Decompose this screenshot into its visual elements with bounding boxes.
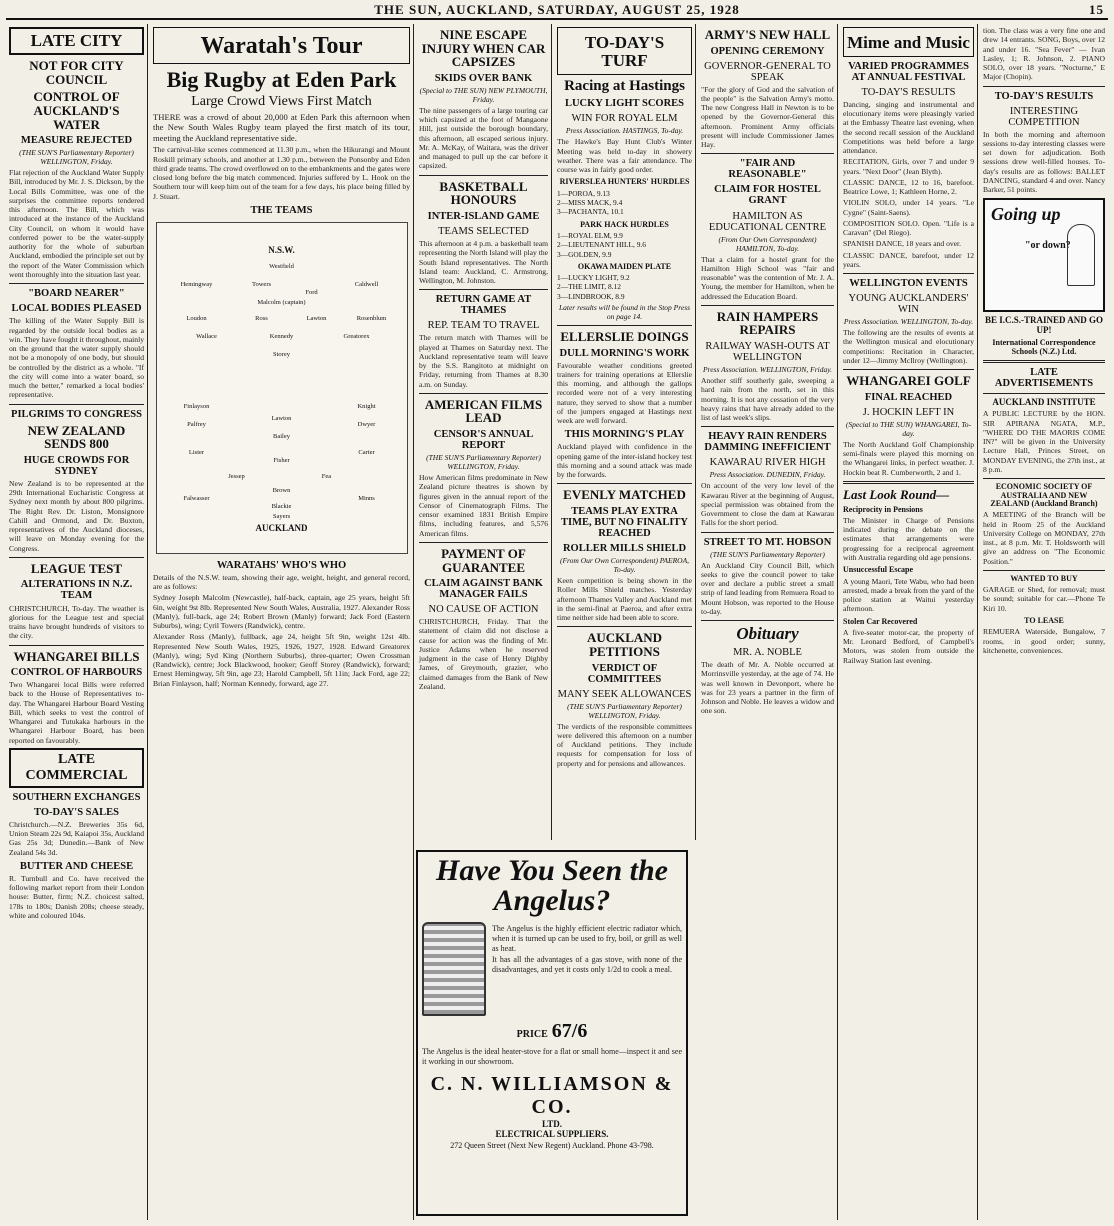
- subheadline: NO CAUSE OF ACTION: [428, 604, 539, 616]
- ad-body: The Angelus is the ideal heater-stove for a flat or small home—inspect it and see it working in our showroom.: [422, 1047, 682, 1066]
- player-position: Malcolm (captain): [257, 298, 306, 306]
- subheadline: LUCKY LIGHT SCORES: [564, 98, 685, 110]
- player-position: Loudon: [186, 314, 207, 322]
- result-item: CLASSIC DANCE, 12 to 16, barefoot. Beatrice Lowe, 1; Kathleen Horne, 2.: [843, 177, 974, 197]
- article-body: A five-seater motor-car, the property of Mr. Leonard Bedford, of Campbell's Motors, was stolen from outside the Railway Station last evening.: [843, 627, 974, 665]
- credit-line: (From Our Own Correspondent) PAEROA, To-day.: [559, 556, 690, 575]
- article-body: That a claim for a hostel grant for the Hamilton High School was "fair and reasonable" was the contention of Mr. J. A. Young, the member for Hamilton, when he addressed the Education Board.: [701, 254, 834, 301]
- player-position: Fisher: [273, 456, 290, 464]
- race-name: RIVERSLEA HUNTERS' HURDLES: [559, 177, 690, 187]
- player-position: Westfield: [269, 262, 294, 270]
- article-body: Auckland played with confidence in the opening game of the inter-island hockey test this morning and a sound attack was made by the forwards.: [557, 442, 692, 480]
- headline: SOUTHERN EXCHANGES: [12, 791, 141, 803]
- player-position: Towers: [251, 280, 272, 288]
- headline: EVENLY MATCHED: [563, 487, 686, 503]
- article-body: CHRISTCHURCH, Friday. That the statement of claim did not disclose a cause for action was the finding of Mr. Justice Adams when he reserved judgment in the case of Henry Dighby James, of Greymouth, grazier, who claimed damages from the Bank of New Zealand.: [419, 617, 548, 691]
- headline: AMERICAN FILMS LEAD: [424, 396, 543, 426]
- subheadline: OPENING CEREMONY: [710, 45, 825, 57]
- race-result: 2—MISS MACK, 9.4: [557, 198, 623, 208]
- player-position: Dwyer: [357, 420, 376, 428]
- subheadline: SKIDS OVER BANK: [434, 72, 533, 84]
- result-item: SPANISH DANCE, 18 years and over.: [843, 239, 962, 249]
- subheadline: VERDICT OF COMMITTEES: [587, 662, 662, 685]
- column-1: [6, 24, 148, 1220]
- race-result: 2—THE LIMIT, 8.12: [557, 282, 621, 292]
- article-body: An Auckland City Council Bill, which seeks to give the council power to take over and declare a public street a small strip of land leading from Remuera Road to Mount Hobson, was reported to the House to-day.: [701, 560, 834, 616]
- credit-line: (THE SUN'S Parliamentary Reporter) WELLINGTON, Friday.: [19, 148, 134, 167]
- ad-body: It has all the advantages of a gas stove, with none of the disadvantages, and yet it costs only 1/2d to cook a meal.: [492, 955, 682, 974]
- late-commercial-banner: LATE COMMERCIAL: [9, 748, 144, 788]
- team-name: AUCKLAND: [255, 522, 308, 533]
- player-position: Jessep: [228, 472, 245, 480]
- page-number: 15: [1089, 2, 1104, 17]
- subheadline: J. HOCKIN LEFT IN: [862, 406, 955, 418]
- classified-heading: WANTED TO BUY: [1010, 573, 1078, 583]
- player-position: Lawton: [271, 414, 292, 422]
- article-body: Alexander Ross (Manly), fullback, age 24, height 5ft 9in, weight 12st 4lb. Represented New South Wales, 1925, 1926, 1927, 1928. Edward Greatorex (Manly), wing; Syd King (Northern Suburbs), three-quarter; Owen Crossman (Randwick), centre; Jock Blackwood, hooker; Geoff Storey (Randwick), forward; Ernest Hemingway, 5ft 9in, age 23; Harold Campbell, 5ft 11in; Jack Ford, age 22; Brian Finlayson, half; Norman Kennedy, forward, age 27.: [153, 632, 410, 688]
- credit-line: (THE SUN'S Parliamentary Reporter) WELLINGTON, Friday.: [426, 453, 541, 472]
- player-position: Falwasser: [183, 494, 210, 502]
- player-position: Palfrey: [187, 420, 206, 428]
- subheadline: Reciprocity in Pensions: [843, 504, 923, 514]
- player-position: Kennedy: [269, 332, 294, 340]
- notice-title: ECONOMIC SOCIETY OF AUSTRALIA AND NEW ZEALAND (Auckland Branch): [990, 482, 1098, 508]
- article-body: New Zealand is to be represented at the 29th International Eucharistic Congress at Sydney next month by about 800 pilgrims. The Right Rev. Dr. Liston, Monsignore Cahill and Ormond, and Dr. Buxton, representatives of the Auckland dioceses, will leave on Monday evening for the Congress.: [9, 478, 144, 553]
- player-position: Minns: [358, 494, 375, 502]
- article-body: tion. The class was a very fine one and drew 14 entrants. SONG, Boys, over 12 and under 16. "Sea Fever" — Ivan Lasley, 1; R. Johnson, 2. PIANO SOLO, over 18 years. "Nocturne," E Major (Chopin).: [983, 26, 1105, 82]
- credit-line: Press Association. WELLINGTON, To-day.: [843, 317, 974, 327]
- result-item: RECITATION, Girls, over 7 and under 9 years. "Next Door" (Jean Blyth).: [843, 157, 974, 176]
- headline: Racing at Hastings: [564, 77, 685, 94]
- player-position: Lister: [188, 448, 205, 456]
- headline: BUTTER AND CHEESE: [19, 860, 134, 872]
- column-5: [698, 24, 838, 1220]
- credit-line: Press Association. WELLINGTON, Friday.: [702, 365, 833, 375]
- headline: Waratah's Tour: [200, 33, 363, 59]
- ad-headline: Have You Seen the Angelus?: [436, 854, 668, 917]
- headline: BASKETBALL HONOURS: [439, 178, 528, 208]
- article-body: The killing of the Water Supply Bill is regarded by the outside local bodies as a win. They have fought it throughout, mainly on the ground that the water supply should not be a monopoly of one body, but should be controlled by the district as a whole. "If the city will come into a water board, so much the better," remarked a local bodies' representative.: [9, 316, 144, 400]
- headline: PAYMENT OF GUARANTEE: [441, 545, 526, 575]
- article-body: Two Whangarei local Bills were referred back to the House of Representatives to-day. The Whangarei Harbour Board Vesting Bill, which seeks to vest the control of Whangarei and Tutukaka harbours in the Whangarei Harbour Board, has been reported on favourably.: [9, 680, 144, 745]
- ad-headline: Going up: [991, 204, 1061, 225]
- headline: NEW ZEALAND SENDS 800: [27, 422, 126, 452]
- race-result: 3—GOLDEN, 9.9: [557, 249, 612, 259]
- article-body: CHRISTCHURCH, To-day. The weather is glorious for the League test and special trains have brought hundreds of visitors to the city.: [9, 603, 144, 641]
- subheadline: TEAMS SELECTED: [438, 225, 529, 237]
- article-lead: THERE was a crowd of about 20,000 at Eden Park this afternoon when the New South Wales Rugby team played the first match of its tour, meeting the Auckland representative side.: [153, 111, 410, 143]
- article-body: Christchurch.—N.Z. Breweries 35s 6d, Union Steam 22s 9d, Kaiapoi 35s, Auckland Gas 25s 3d; Dunedin.—Bank of New Zealand 54s 3d.: [9, 819, 144, 857]
- player-position: Hemingway: [180, 280, 213, 288]
- subheadline: INTER-ISLAND GAME: [427, 210, 540, 222]
- masthead: [6, 2, 1108, 20]
- subheadline: THIS MORNING'S PLAY: [564, 429, 685, 441]
- team-field-diagram: [156, 222, 408, 554]
- race-result: 1—ROYAL ELM, 9.9: [557, 231, 623, 240]
- section-heading: LATE ADVERTISEMENTS: [994, 366, 1094, 389]
- headline: LEAGUE TEST: [30, 560, 123, 576]
- subheadline: ALTERATIONS IN N.Z. TEAM: [20, 579, 133, 602]
- heater-illustration: [422, 922, 486, 1016]
- section-heading: THE TEAMS: [250, 204, 313, 216]
- headline: RAIN HAMPERS REPAIRS: [716, 308, 819, 338]
- headline: WELLINGTON EVENTS: [849, 278, 968, 290]
- result-item: CLASSIC DANCE, barefoot, under 12 years.: [843, 250, 974, 269]
- player-position: Fea: [321, 472, 332, 480]
- masthead-title: THE SUN, AUCKLAND, SATURDAY, AUGUST 25, 1928: [374, 2, 740, 17]
- classified-body: GARAGE or Shed, for removal; must be sound; suitable for car.—Phone Te Kiri 10.: [983, 585, 1105, 613]
- article-body: The verdicts of the responsible committees were delivered this afternoon on a number of Auckland petitions. They include requests for compensation for loss of property and for pensions and allowances.: [557, 721, 692, 768]
- race-name: OKAWA MAIDEN PLATE: [577, 261, 672, 271]
- player-position: Carter: [358, 448, 375, 456]
- headline: NINE ESCAPE INJURY WHEN CAR CAPSIZES: [421, 27, 546, 70]
- classified-heading: TO LEASE: [1024, 615, 1064, 625]
- subheadline: DULL MORNING'S WORK: [559, 347, 690, 359]
- headline: TO-DAY'S RESULTS: [994, 90, 1094, 102]
- subheadline: YOUNG AUCKLANDERS' WIN: [848, 293, 969, 316]
- headline: Last Look Round—: [843, 486, 950, 502]
- credit-line: Press Association. HASTINGS, To-day.: [565, 126, 684, 136]
- credit-line: (From Our Own Correspondent) HAMILTON, To-day.: [718, 234, 817, 253]
- player-position: Sayers: [272, 512, 291, 520]
- subheadline: TO-DAY'S RESULTS: [861, 86, 956, 98]
- column-7: [980, 24, 1108, 1220]
- subheadline: CONTROL OF HARBOURS: [10, 667, 143, 679]
- player-position: Ross: [255, 314, 268, 322]
- ics-advertisement: [983, 198, 1105, 312]
- article-body: Favourable weather conditions greeted trainers for training operations at Ellerslie this morning, and although the gallops recorded were not of a very interesting nature, they served to show that a number of the jumpers engaged at Hastings next week are well forward.: [557, 360, 692, 426]
- headline: "FAIR AND REASONABLE": [728, 158, 807, 181]
- angelus-advertisement: [416, 850, 688, 1216]
- credit-line: (Special to THE SUN) NEW PLYMOUTH, Friday.: [419, 85, 548, 104]
- race-result: 3—LINDBROOK, 8.9: [557, 291, 625, 301]
- race-result: 3—PACHANTA, 10.1: [557, 207, 624, 217]
- race-result: 1—LUCKY LIGHT, 9.2: [557, 273, 630, 283]
- ad-firm: International Correspondence Schools (N.Z.) Ltd.: [992, 338, 1096, 356]
- headline: "BOARD NEARER": [28, 288, 125, 300]
- ad-body: The Angelus is the highly efficient electric radiator which, when it is turned up can be used to fry, boil, or grill as well as heat.: [492, 924, 682, 953]
- player-position: Caldwell: [354, 280, 379, 288]
- ad-firm-sub: ELECTRICAL SUPPLIERS.: [495, 1128, 609, 1139]
- team-name: N.S.W.: [268, 244, 295, 255]
- article-body: "For the glory of God and the salvation of the people" is the Salvation Army's motto. The new Congress Hall in Newton is to be opened by the Governor-General this afternoon. Prominent Army officials present will include Commissioner James Hay.: [701, 84, 834, 150]
- figure-illustration: [1067, 224, 1095, 286]
- credit-line: (THE SUN'S Parliamentary Reporter): [710, 549, 825, 559]
- result-item: COMPOSITION SOLO. Open. "Life is a Caravan" (Del Riego).: [843, 218, 974, 238]
- subheadline: TO-DAY'S SALES: [34, 806, 119, 818]
- price: 67/6: [551, 1020, 588, 1042]
- subheadline: VARIED PROGRAMMES AT ANNUAL FESTIVAL: [848, 60, 969, 83]
- headline: Obituary: [736, 624, 799, 644]
- player-position: Rosenblum: [356, 314, 387, 322]
- ad-slogan: BE I.C.S.-TRAINED AND GO UP!: [984, 315, 1104, 335]
- article-body: The North Auckland Golf Championship semi-finals were played this morning on the Whangarei links, in perfect weather. J. Hockin beat R. Cumberworth, 2 and 1.: [843, 439, 974, 477]
- subheadline: MANY SEEK ALLOWANCES: [557, 688, 692, 700]
- article-body: The following are the results of events at the Wellington musical and elocutionary competitions: Recitation in Character, under 12—Jimmy McIlroy (Wellington).: [843, 328, 974, 365]
- column-3: [416, 24, 552, 840]
- notice-body: A MEETING of the Branch will be held in Room 25 of the Auckland University College on MONDAY, 27th inst., at 8 p.m. Mr. T. Holdsworth will give an address on "The Economic Position.": [983, 510, 1105, 566]
- ad-address: 272 Queen Street (Next New Regent) Auckland. Phone 43-798.: [450, 1140, 654, 1150]
- article-body: The death of Mr. A. Noble occurred at Morrinsville yesterday, at the age of 74. He was well known in Devonport, where he was for 23 years a partner in the firm of Johnson and Noble. He leaves a widow and one son.: [701, 660, 834, 716]
- race-name: PARK HACK HURDLES: [580, 219, 669, 229]
- race-result: 1—POROA, 9.13: [557, 188, 610, 198]
- column-6: [840, 24, 978, 1220]
- article-body: In both the morning and afternoon sessions to-day interesting classes were set down for adjudication. Both sessions drew well-filled houses. To-day's results are as follows: BALLET DANCING, standard 4 and over. Nancy Barker, 51 points.: [983, 129, 1105, 195]
- player-position: Knight: [357, 402, 376, 410]
- headline: Mime and Music: [847, 33, 970, 52]
- player-position: Ford: [305, 288, 318, 296]
- subheadline: KAWARAU RIVER HIGH: [709, 457, 826, 469]
- subheadline: ROLLER MILLS SHIELD: [562, 543, 687, 554]
- headline: AUCKLAND PETITIONS: [586, 630, 663, 659]
- article-body: The Minister in Charge of Pensions indicated during the debate on the estimates that arrangements were progressing for a reciprocal agreement with Australia regarding old age pensions.: [843, 515, 974, 562]
- ad-firm-suffix: LTD.: [542, 1118, 562, 1129]
- headline: WHANGAREI BILLS: [13, 648, 140, 664]
- article-body: Sydney Joseph Malcolm (Newcastle), half-back, captain, age 25 years, height 5ft 6in, weight 9st 8lb. Represented New South Wales, Australia, 1927. Alexander Ross (Manly), full-back, age 24; Robert Brown (Manly) forward; Jack Ford (Eastern Suburbs), wing; Cyril Towers (Randwick), centre.: [153, 593, 410, 631]
- player-position: Bailey: [273, 432, 290, 440]
- notice-body: A PUBLIC LECTURE by the HON. SIR APIRANA NGATA, M.P., "WHERE DO THE MAORIS COME IN?" will be given in the University Lecture Hall, Princes Street, on MONDAY EVENING, the 27th inst., at 8 p.m.: [983, 409, 1105, 474]
- subheadline: CLAIM AGAINST BANK MANAGER FAILS: [424, 578, 543, 601]
- headline: TO-DAY'S TURF: [584, 33, 665, 70]
- subheadline: INTERESTING COMPETITION: [1008, 105, 1080, 128]
- subheadline: MEASURE REJECTED: [20, 135, 133, 147]
- subheadline: CENSOR'S ANNUAL REPORT: [433, 429, 534, 452]
- article-body: The Hawke's Bay Hunt Club's Winter Meeting was held to-day in showery weather. There was a fair attendance. The course was in fairly good order.: [557, 137, 692, 175]
- subheadline: WIN FOR ROYAL ELM: [571, 113, 678, 125]
- late-city-banner: LATE CITY: [9, 27, 144, 55]
- player-position: Brown: [272, 486, 291, 494]
- result-item: VIOLIN SOLO, under 14 years. "Le Cygne" (Saint-Saens).: [843, 198, 974, 217]
- subheadline: Stolen Car Recovered: [843, 616, 918, 626]
- article-body: This afternoon at 4 p.m. a basketball team representing the North Island will play the South Island representatives. The North Island team: Auckland, C. Armstrong, Wellington, M. Johnston.: [419, 239, 548, 285]
- article-body: R. Turnbull and Co. have received the following market report from their London house: Butter, firm; N.Z. choicest salted, 178s to 180s; Danish 208s; cheese steady, white and coloured 104s.: [9, 873, 144, 920]
- player-position: Greatorex: [343, 332, 370, 340]
- article-body: Another stiff southerly gale, sweeping a hard rain from the north, set in this morning. It is not any cessation of the very heavy rains that have already added to the list of last week's slips.: [701, 376, 834, 423]
- credit-line: (THE SUN'S Parliamentary Reporter) WELLINGTON, Friday.: [567, 701, 682, 720]
- subheadline: TEAMS PLAY EXTRA TIME, BUT NO FINALITY REACHED: [561, 505, 688, 539]
- subheadline: REP. TEAM TO TRAVEL: [427, 320, 540, 332]
- article-body: On account of the very low level of the Kawarau River at the beginning of August, special permission was obtained from the Government to close the dam at Kawarau Falls for the short period.: [701, 481, 834, 528]
- column-4: [554, 24, 696, 840]
- subheadline: HUGE CROWDS FOR SYDNEY: [23, 454, 130, 477]
- article-body: The return match with Thames will be played at Thames on Saturday next. The Auckland representative team will leave by the S.S. Rangitoto at midnight on Friday, returning from Thames at 8.30 a.m. on Sunday.: [419, 333, 548, 389]
- headline: STREET TO MT. HOBSON: [703, 536, 832, 548]
- player-position: Wallace: [196, 332, 217, 340]
- article-body: How American films predominate in New Zealand picture theatres is shown by figures given in the annual report of the Censor of Cinematograph Films. The censor examined 1831 British Empire films, including features, and 5,576 American films.: [419, 473, 548, 538]
- subheadline: HAMILTON AS EDUCATIONAL CENTRE: [708, 210, 827, 233]
- classified-body: REMUERA Waterside, Bungalow, 7 rooms, in good order; sunny, kitchenette, conveniences.: [983, 627, 1105, 655]
- headline: ELLERSLIE DOINGS: [560, 328, 689, 344]
- race-result: 2—LIEUTENANT HILL, 9.6: [557, 240, 646, 250]
- figure-caption: WARATAHS' WHO'S WHO: [216, 559, 347, 571]
- subheadline: RAILWAY WASH-OUTS AT WELLINGTON: [705, 341, 830, 364]
- subheadline: FINAL REACHED: [864, 391, 953, 403]
- subheadline: MR. A. NOBLE: [733, 647, 802, 658]
- ad-firm-name: C. N. WILLIAMSON & CO.: [430, 1072, 674, 1118]
- article-body: The nine passengers of a large touring car which capsized at the foot of Mangaone Hill, just outside the borough boundary, this afternoon, all escaped serious injury. Mr. A. McKay, of Waitara, was the driver and managed to pull up the car before it capsized.: [419, 105, 548, 171]
- notice-title: AUCKLAND INSTITUTE: [992, 396, 1096, 407]
- article-body: Dancing, singing and instrumental and elocutionary items were pleasingly varied at the Embassy Theatre last evening, when the second recall session of the Auckland Competitions was held before a large attendance.: [843, 99, 974, 156]
- headline: Big Rugby at Eden Park: [166, 67, 397, 93]
- player-position: Finlayson: [183, 402, 210, 410]
- subheadline: LOCAL BODIES PLEASED: [11, 303, 142, 315]
- article-body: Details of the N.S.W. team, showing their age, weight, height, and general record, are as follows:: [153, 572, 410, 592]
- headline: ARMY'S NEW HALL: [704, 27, 831, 42]
- player-position: Lawton: [306, 314, 327, 322]
- article-body: A young Maori, Tete Wabu, who had been arrested, made a break from the yard of the police station at Waitui yesterday afternoon.: [843, 576, 974, 614]
- article-body: The carnival-like scenes commenced at 11.30 p.m., when the Hikurangi and Mount Roskill primary schools, and another at 1.30 p.m., between the Ponsonby and Eden third grade teams. The crowd overflowed on to the embankments and the gates were closed long before the big match commenced. Injuries suffered by L. Hook on the Southern tour will keep him out of the team for a few days, his place being filled by J. Stuart.: [153, 145, 410, 201]
- player-position: Blackie: [271, 502, 292, 510]
- headline: WHANGAREI GOLF: [846, 373, 971, 389]
- headline: NOT FOR CITY COUNCIL: [29, 58, 124, 87]
- article-body: Flat rejection of the Auckland Water Supply Bill, introduced by Mr. J. S. Dickson, by the Local Bills Committee, was one of the surprises the committee reports tendered this afternoon. The Bill, which was introduced at the instance of the Auckland City Council, on whom it would have conferred power to be the water-supply authority for the whole of suburban Auckland, embodied the principle set out by the report of the Water Commission which went thoroughly into the situation last year.: [9, 168, 144, 279]
- subheadline: Large Crowd Views First Match: [191, 94, 372, 110]
- headline: PILGRIMS TO CONGRESS: [11, 408, 142, 420]
- headline: RETURN GAME AT THAMES: [435, 294, 532, 317]
- ad-subheadline: "or down?: [1025, 240, 1071, 252]
- article-body: Keen competition is being shown in the Roller Mills Shield matches. Yesterday afternoon Thames Valley and Auckland met in the semi-final at Paeroa, and after extra time neither side had been able to score.: [557, 576, 692, 623]
- player-position: Storey: [273, 350, 290, 358]
- credit-line: Press Association. DUNEDIN, Friday.: [709, 470, 826, 480]
- column-2: [150, 24, 414, 1220]
- headline: HEAVY RAIN RENDERS DAMMING INEFFICIENT: [704, 431, 831, 454]
- note: Later results will be found in the Stop Press on page 14.: [558, 302, 691, 321]
- subheadline: Unsuccessful Escape: [843, 565, 914, 575]
- price-label: PRICE: [516, 1029, 548, 1040]
- credit-line: (Special to THE SUN) WHANGAREI, To-day.: [845, 419, 972, 438]
- headline: CONTROL OF AUCKLAND'S WATER: [33, 89, 120, 132]
- subheadline: GOVERNOR-GENERAL TO SPEAK: [704, 60, 831, 83]
- subheadline: CLAIM FOR HOSTEL GRANT: [714, 184, 821, 207]
